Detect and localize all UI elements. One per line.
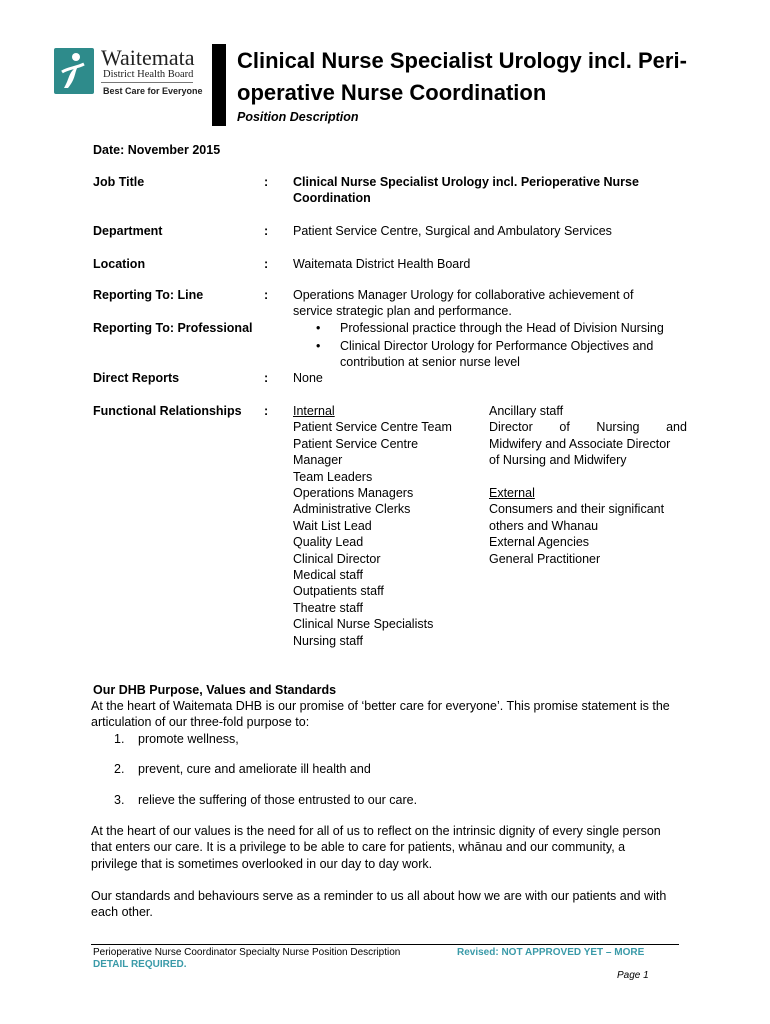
- internal-heading: Internal: [293, 404, 335, 418]
- job-title-colon: :: [264, 175, 269, 189]
- list-item: Theatre staff: [293, 600, 363, 615]
- list-item: Manager: [293, 453, 343, 468]
- list-item: others and Whanau: [489, 518, 599, 533]
- purpose-item-number: 1.: [114, 732, 125, 746]
- page-subtitle: Position Description: [237, 110, 359, 124]
- list-item: Consumers and their significant: [489, 502, 665, 517]
- list-item: Administrative Clerks: [293, 502, 411, 517]
- purpose-heading: Our DHB Purpose, Values and Standards: [93, 683, 337, 697]
- external-list: [489, 403, 687, 567]
- functional-relationships-colon: :: [264, 404, 269, 418]
- job-title-label: Job Title: [93, 175, 145, 189]
- director-line-1: Director of Nursing and: [489, 420, 687, 435]
- list-item: Outpatients staff: [293, 584, 384, 599]
- page-title: Clinical Nurse Specialist Urology incl. Peri- operative Nurse Coordination: [237, 48, 687, 105]
- location-label: Location: [93, 257, 146, 271]
- title-bar: [212, 44, 226, 126]
- purpose-item-number: 3.: [114, 793, 125, 807]
- director-line-2: Midwifery and Associate Director: [489, 436, 671, 451]
- list-item: Medical staff: [293, 568, 363, 583]
- list-item: External Agencies: [489, 535, 590, 550]
- values-paragraph: At the heart of our values is the need for all of us to reflect on the intrinsic dignity of every single person that enters our care. It is a privilege to be able to care for patients, whānau and our community, a privilege that is sometimes overlooked in our day to day work.: [91, 824, 661, 871]
- purpose-item-text: relieve the suffering of those entrusted to our care.: [138, 793, 418, 807]
- list-item: Clinical Nurse Specialists: [293, 617, 434, 632]
- location-colon: :: [264, 257, 269, 271]
- purpose-item-number: 2.: [114, 762, 125, 776]
- list-item: Patient Service Centre Team: [293, 420, 452, 435]
- reporting-line-value: Operations Manager Urology for collaborative achievement of service strategic plan and performance.: [293, 288, 634, 319]
- standards-paragraph: Our standards and behaviours serve as a reminder to us all about how we are with our patients and with each other.: [91, 889, 667, 920]
- list-item: Nursing staff: [293, 633, 363, 648]
- list-item: Clinical Director: [293, 551, 381, 566]
- purpose-paragraph-1: At the heart of Waitemata DHB is our promise of ‘better care for everyone’. This promise statement is the articulation of our three-fold purpose to:: [91, 699, 670, 730]
- direct-reports-value: None: [293, 371, 323, 385]
- internal-list: [293, 403, 452, 649]
- list-item: Quality Lead: [293, 535, 364, 550]
- location-value: Waitemata District Health Board: [293, 257, 471, 271]
- footer-detail-required: DETAIL REQUIRED.: [93, 959, 187, 970]
- external-heading: External: [489, 486, 535, 501]
- purpose-item-text: prevent, cure and ameliorate ill health and: [138, 762, 371, 776]
- director-line-3: of Nursing and Midwifery: [489, 453, 627, 468]
- footer-divider: [91, 944, 679, 945]
- job-title-value: Clinical Nurse Specialist Urology incl. Perioperative Nurse Coordination: [293, 175, 639, 206]
- functional-relationships-label: Functional Relationships: [93, 404, 242, 418]
- list-item: Patient Service Centre: [293, 436, 419, 451]
- logo-mark: [54, 48, 94, 94]
- reporting-line-label: Reporting To: Line: [93, 288, 204, 302]
- ancillary-item: Ancillary staff: [489, 404, 564, 418]
- department-colon: :: [264, 224, 269, 238]
- logo-subname: District Health Board: [103, 69, 194, 80]
- footer-revised-status: Revised: NOT APPROVED YET – MORE: [457, 947, 645, 958]
- document-date: Date: November 2015: [93, 143, 221, 157]
- reporting-line-colon: :: [264, 288, 269, 302]
- reporting-professional-label: Reporting To: Professional: [93, 321, 253, 335]
- list-item: Operations Managers: [293, 486, 414, 501]
- reporting-professional-bullet-1: • Professional practice through the Head of Division Nursing: [340, 320, 664, 336]
- list-item: Wait List Lead: [293, 518, 372, 533]
- logo-name: Waitemata: [101, 45, 195, 70]
- department-value: Patient Service Centre, Surgical and Ambulatory Services: [293, 224, 612, 238]
- footer-page-number: Page 1: [617, 970, 649, 981]
- direct-reports-label: Direct Reports: [93, 371, 180, 385]
- footer-document-name: Perioperative Nurse Coordinator Specialty Nurse Position Description: [93, 947, 401, 958]
- reporting-professional-bullet-2: • Clinical Director Urology for Performance Objectives and contribution at senior nurse level: [340, 338, 653, 371]
- list-item: Team Leaders: [293, 469, 373, 484]
- department-label: Department: [93, 224, 163, 238]
- logo-divider: [101, 82, 193, 83]
- list-item: General Practitioner: [489, 551, 601, 566]
- purpose-item-text: promote wellness,: [138, 732, 239, 746]
- logo-tagline: Best Care for Everyone: [103, 86, 203, 96]
- direct-reports-colon: :: [264, 371, 269, 385]
